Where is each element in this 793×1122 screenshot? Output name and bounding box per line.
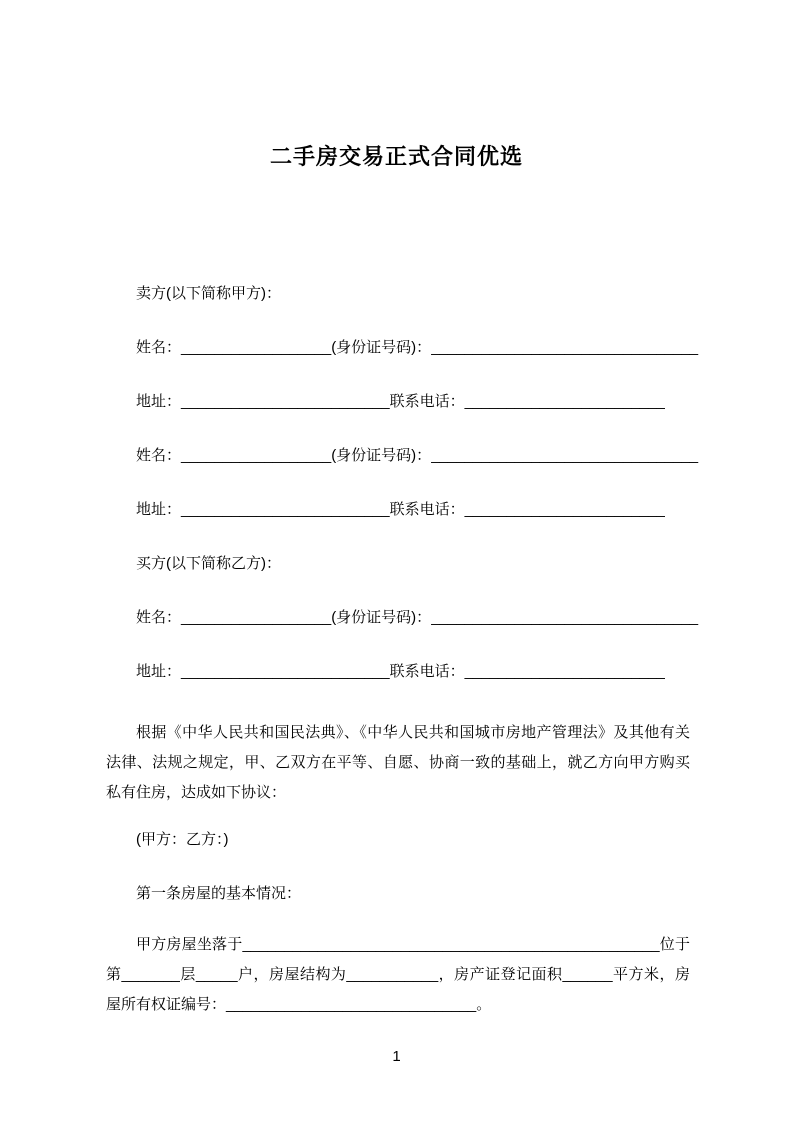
name-blank: __________________ (181, 609, 332, 626)
address-label: 地址： (136, 663, 182, 680)
address-label: 地址： (136, 501, 182, 518)
name-label: 姓名： (136, 609, 182, 626)
phone-blank: ________________________ (464, 663, 665, 680)
address-blank: _________________________ (181, 393, 390, 410)
seller2-address-row (106, 502, 690, 518)
article1-paragraph: 甲方房屋坐落于__________________________________________________位于第_______层_____户，房屋结构为___________，房产证登记面积______平方米，房屋所有权证编号：______________________________。 (106, 936, 690, 1013)
name-label: 姓名： (136, 339, 182, 356)
id-label: (身份证号码)： (331, 447, 432, 464)
id-blank: ________________________________ (431, 339, 699, 356)
buyer-heading: 买方(以下简称乙方)： (136, 555, 281, 572)
id-blank: ________________________________ (431, 609, 699, 626)
intro-paragraph: 根据《中华人民共和国民法典》、《中华人民共和国城市房地产管理法》及其他有关法律、法规之规定，甲、乙双方在平等、自愿、协商一致的基础上，就乙方向甲方购买私有住房，达成如下协议： (106, 724, 690, 801)
document-body (106, 285, 699, 1058)
phone-label: 联系电话： (389, 663, 465, 680)
seller-heading: 卖方(以下简称甲方)： (136, 285, 281, 302)
address-blank: _________________________ (181, 663, 390, 680)
seller1-address-row (106, 394, 690, 410)
phone-blank: ________________________ (464, 393, 665, 410)
phone-blank: ________________________ (464, 501, 665, 518)
phone-label: 联系电话： (389, 393, 465, 410)
id-blank: ________________________________ (431, 447, 699, 464)
id-label: (身份证号码)： (331, 339, 432, 356)
address-blank: _________________________ (181, 501, 390, 518)
name-blank: __________________ (181, 447, 332, 464)
document-title: 二手房交易正式合同优选 (269, 144, 523, 169)
buyer-name-row (106, 609, 699, 626)
phone-label: 联系电话： (389, 501, 465, 518)
article1-heading: 第一条房屋的基本情况： (136, 885, 302, 902)
parties-note: (甲方：乙方：) (136, 831, 229, 848)
buyer-address-row (106, 664, 690, 680)
seller1-name-row (106, 339, 699, 356)
name-label: 姓名： (136, 447, 182, 464)
id-label: (身份证号码)： (331, 609, 432, 626)
name-blank: __________________ (181, 339, 332, 356)
address-label: 地址： (136, 393, 182, 410)
page-number: 1 (392, 1048, 401, 1065)
seller2-name-row (106, 447, 699, 464)
